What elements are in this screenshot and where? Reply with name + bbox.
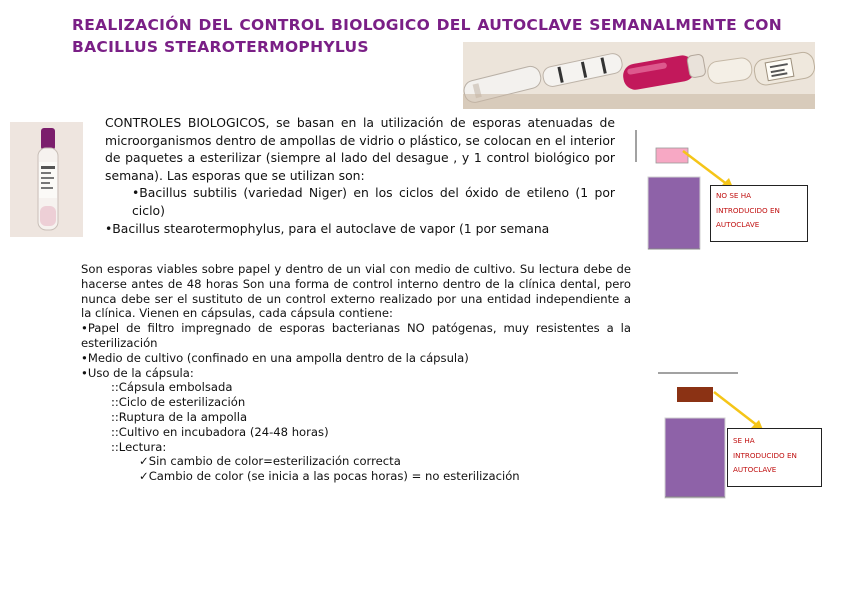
capsule-item-filter-paper: •Papel de filtro impregnado de esporas bacterianas NO patógenas, muy resistentes a la esterilización <box>81 321 631 350</box>
capsule-description-paragraph: Son esporas viables sobre papel y dentro de un vial con medio de cultivo. Su lectura debe de hacerse antes de 48 horas Son una forma de control interno dentro de la clínica dental, pero nunca debe ser el sustituto de un control externo realizado por una entidad independiente a la clínica. Vienen en cápsulas, cada cápsula contiene: <box>81 262 631 321</box>
reading-result-failed: ✓Cambio de color (se inicia a las pocas horas) = no esterilización <box>139 469 520 484</box>
capsule-item-usage: •Uso de la cápsula: <box>81 365 194 380</box>
bullet-bacillus-subtilis: •Bacillus subtilis (variedad Niger) en los ciclos del óxido de etileno (1 por ciclo) <box>132 185 615 218</box>
indicator-vials-illustration <box>463 42 815 109</box>
note-line: SE HA <box>733 436 755 445</box>
biological-controls-intro: CONTROLES BIOLOGICOS, se basan en la utilización de esporas atenuadas de microorganismos dentro de ampollas de vidrio o plástico, se colocan en el interior de paquetes a esterilizar (siempre al lado del desague , y 1 control biológico por semana). Las esporas que se utilizan son: <box>105 115 615 183</box>
single-vial-photo <box>10 122 83 237</box>
biological-controls-section <box>105 114 615 237</box>
note-not-autoclaved <box>710 185 808 242</box>
capsule-item-culture-medium: •Medio de cultivo (confinado en una ampolla dentro de la cápsula) <box>81 350 469 365</box>
reading-result-correct: ✓Sin cambio de color=esterilización correcta <box>139 454 401 469</box>
note-line: INTRODUCIDO EN <box>733 450 797 460</box>
note-autoclaved <box>727 428 822 487</box>
usage-step: ::Cultivo en incubadora (24-48 horas) <box>111 424 329 439</box>
usage-step: ::Ruptura de la ampolla <box>111 409 248 424</box>
usage-step: ::Ciclo de esterilización <box>111 395 246 410</box>
usage-step: ::Lectura: <box>111 439 167 454</box>
page-title: REALIZACIÓN DEL CONTROL BIOLOGICO DEL AUTOCLAVE SEMANALMENTE CON BACILLUS STEAROTERMOPHYLUS <box>72 16 782 56</box>
note-line: AUTOCLAVE <box>716 220 760 229</box>
usage-step: ::Cápsula embolsada <box>111 380 233 395</box>
indicator-vials-photo <box>463 42 815 109</box>
note-line: AUTOCLAVE <box>733 465 777 474</box>
single-vial-illustration <box>10 122 83 237</box>
note-line: NO SE HA <box>716 191 752 200</box>
bullet-bacillus-stearotermophylus: •Bacillus stearotermophylus, para el autoclave de vapor (1 por semana <box>105 220 550 236</box>
capsule-description-section <box>81 262 631 484</box>
note-line: INTRODUCIDO EN <box>716 205 780 215</box>
vial-cap-brown <box>677 387 713 402</box>
